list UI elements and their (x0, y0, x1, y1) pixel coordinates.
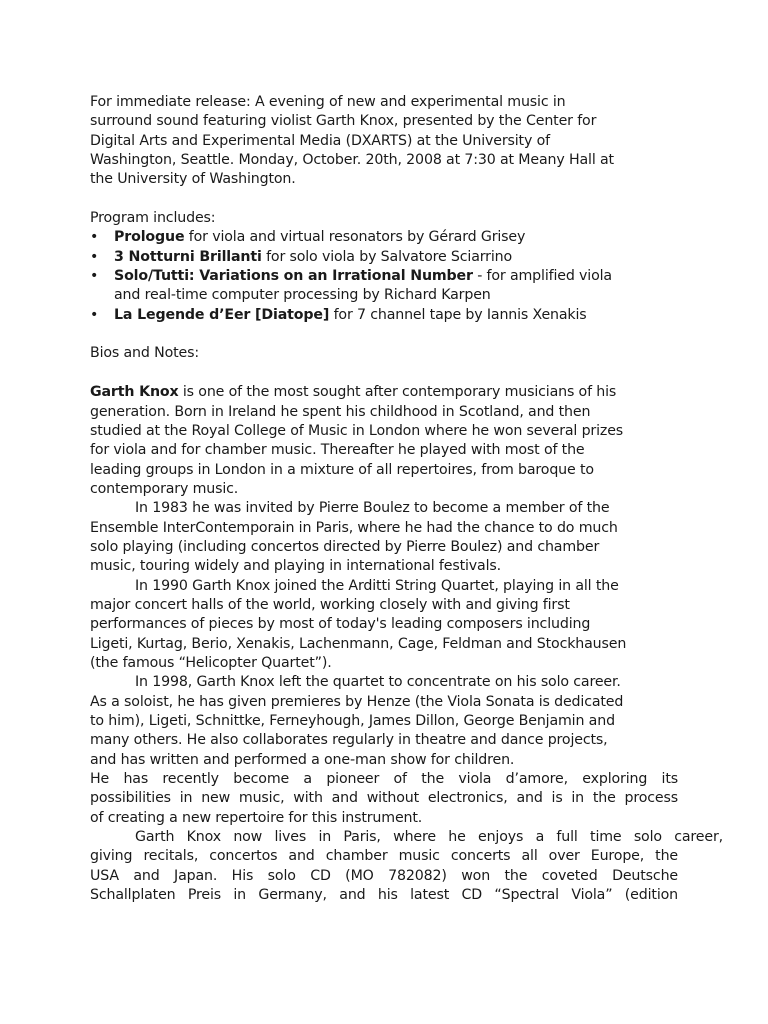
line-text: In 1983 he was invited by Pierre Boulez to become a member of the (135, 500, 610, 517)
line-text: for viola and virtual resonators by Gérard Grisey (184, 229, 526, 246)
bullet-icon: • (90, 268, 99, 285)
line-text: performances of pieces by most of today's leading composers including (90, 616, 591, 633)
text-line (90, 828, 723, 847)
line-text: leading groups in London in a mixture of all repertoires, from baroque to (90, 461, 594, 478)
line-text: Schallplaten Preis in Germany, and his latest CD “Spectral Viola” (edition (90, 887, 678, 904)
line-text: For immediate release: A evening of new and experimental music in (90, 94, 566, 110)
text-line (90, 344, 680, 363)
text-line (90, 770, 678, 789)
bullet-icon: • (90, 306, 99, 323)
text-line (90, 751, 680, 770)
line-text: surround sound featuring violist Garth Knox, presented by the Center for (90, 113, 597, 130)
line-text: Garth Knox now lives in Paris, where he enjoys a full time solo career, (135, 829, 723, 846)
line-text: USA and Japan. His solo CD (MO 782082) won the coveted Deutsche (90, 867, 678, 884)
line-text: many others. He also collaborates regularly in theatre and dance projects, (90, 732, 608, 749)
text-line (90, 809, 680, 828)
line-text: In 1998, Garth Knox left the quartet to concentrate on his solo career. (135, 674, 621, 691)
text-line (90, 867, 678, 886)
text-line (90, 209, 680, 228)
line-text: generation. Born in Ireland he spent his childhood in Scotland, and then (90, 403, 591, 420)
text-line (90, 93, 680, 112)
line-text: for solo viola by Salvatore Sciarrino (261, 248, 513, 265)
text-line (90, 654, 680, 673)
line-text: giving recitals, concertos and chamber music concerts all over Europe, the (90, 848, 678, 865)
text-line (90, 151, 680, 170)
text-line (90, 712, 680, 731)
text-line (90, 499, 680, 518)
line-text: studied at the Royal College of Music in London where he won several prizes (90, 422, 624, 439)
text-line (90, 461, 680, 480)
text-line (90, 132, 680, 151)
bullet-icon: • (90, 229, 99, 246)
text-line (90, 383, 680, 402)
text-line (90, 886, 678, 905)
line-text: solo playing (including concertos directed by Pierre Boulez) and chamber (90, 538, 600, 555)
text-line (90, 519, 680, 538)
bold-title: Prologue (114, 229, 185, 246)
text-line (90, 731, 680, 750)
line-text: In 1990 Garth Knox joined the Arditti String Quartet, playing in all the (135, 577, 619, 594)
text-line (90, 635, 680, 654)
text-line (90, 789, 678, 808)
line-text: Ensemble InterContemporain in Paris, where he had the chance to do much (90, 519, 618, 536)
line-text: for 7 channel tape by Iannis Xenakis (329, 306, 587, 323)
bold-title: 3 Notturni Brillanti (114, 248, 262, 265)
line-text: and real-time computer processing by Richard Karpen (114, 287, 491, 304)
text-line (90, 596, 680, 615)
line-text: He has recently become a pioneer of the viola d’amore, exploring its (90, 771, 678, 788)
text-line (90, 480, 680, 499)
text-line (90, 557, 680, 576)
line-text: Ligeti, Kurtag, Berio, Xenakis, Lachenmann, Cage, Feldman and Stockhausen (90, 635, 627, 652)
bullet-icon: • (90, 248, 99, 265)
blank-line (90, 190, 680, 209)
text-line (90, 422, 680, 441)
text-line (90, 673, 680, 692)
line-text: possibilities in new music, with and without electronics, and is in the process (90, 790, 678, 807)
line-text: and has written and performed a one-man show for children. (90, 751, 515, 768)
bold-title: La Legende d’Eer [Diatope] (114, 306, 330, 323)
line-text: (the famous “Helicopter Quartet”). (90, 654, 332, 671)
line-text: - for amplified viola (472, 268, 612, 285)
program-list-item (90, 267, 680, 286)
line-text: Bios and Notes: (90, 345, 199, 362)
text-line (90, 615, 680, 634)
text-line (90, 538, 680, 557)
line-text: As a soloist, he has given premieres by Henze (the Viola Sonata is dedicated (90, 693, 624, 710)
blank-line (90, 364, 680, 383)
text-line (90, 170, 680, 189)
line-text: Washington, Seattle. Monday, October. 20th, 2008 at 7:30 at Meany Hall at (90, 152, 614, 169)
line-text: to him), Ligeti, Schnittke, Ferneyhough, James Dillon, George Benjamin and (90, 713, 615, 729)
program-list-item (90, 306, 680, 325)
bold-title: Solo/Tutti: Variations on an Irrational Number (114, 268, 473, 285)
line-text: major concert halls of the world, working closely with and giving first (90, 596, 570, 613)
line-text: the University of Washington. (90, 171, 296, 188)
program-list-item (90, 228, 680, 247)
line-text: contemporary music. (90, 480, 239, 497)
blank-line (90, 325, 680, 344)
text-line (90, 403, 680, 422)
line-text: Digital Arts and Experimental Media (DXARTS) at the University of (90, 132, 550, 149)
line-text: music, touring widely and playing in international festivals. (90, 558, 501, 575)
text-line (90, 112, 680, 131)
press-release-document (90, 93, 723, 905)
line-text: is one of the most sought after contemporary musicians of his (178, 384, 617, 401)
text-line (90, 441, 680, 460)
line-text: Program includes: (90, 210, 216, 227)
line-text: of creating a new repertoire for this instrument. (90, 809, 423, 826)
text-line (90, 286, 680, 305)
text-line (90, 577, 680, 596)
bold-title: Garth Knox (90, 384, 179, 401)
text-line (90, 847, 678, 866)
text-line (90, 693, 680, 712)
line-text: for viola and for chamber music. Thereafter he played with most of the (90, 442, 585, 459)
program-list-item (90, 248, 680, 267)
